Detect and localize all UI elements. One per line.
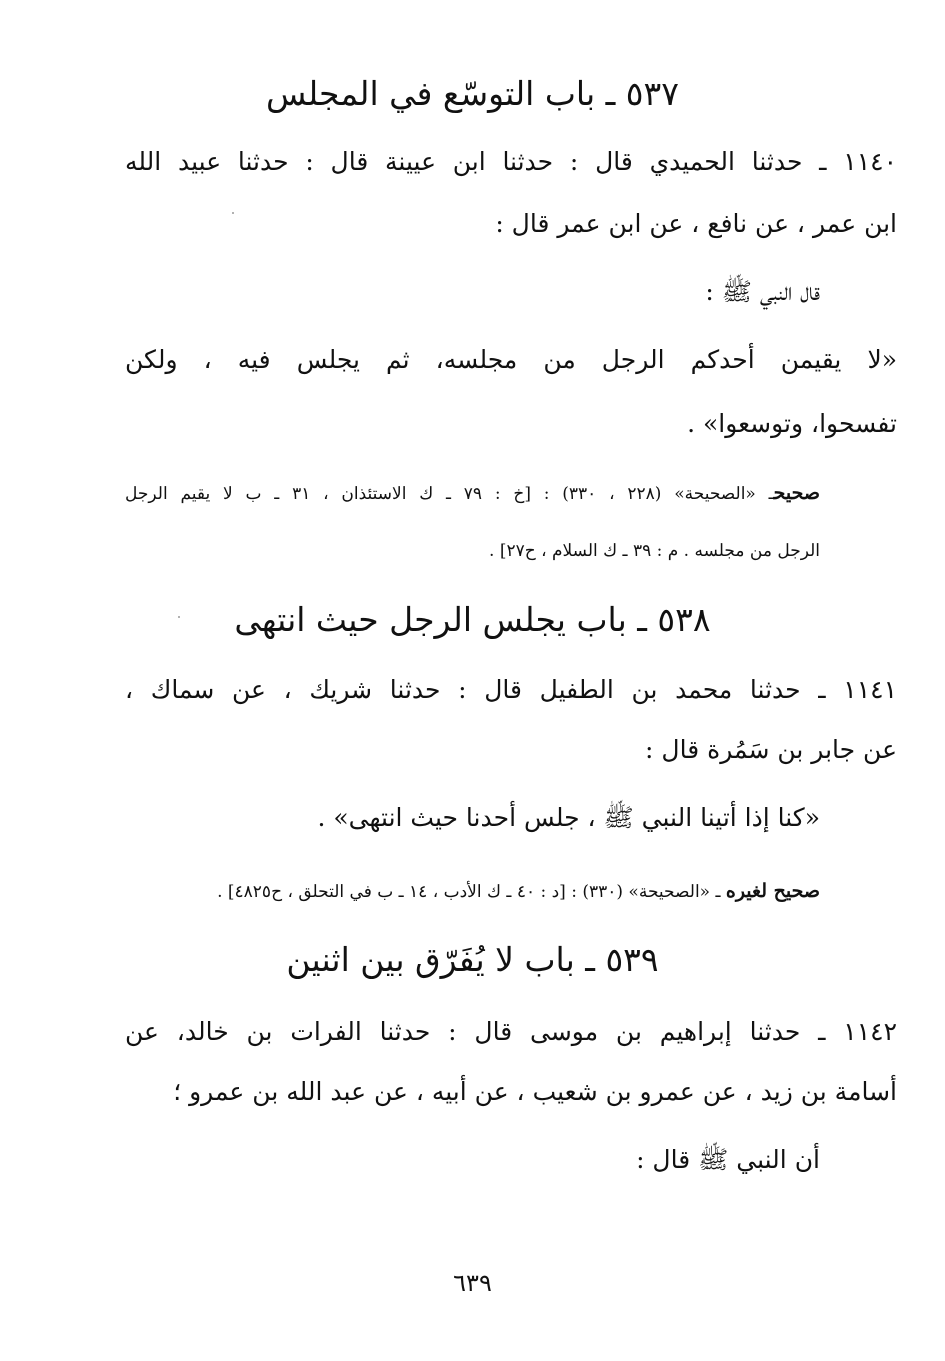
hadith-1141-takhrij-text: ـ «الصحيحة» (٣٣٠) : [د : ٤٠ ـ ك الأدب ، ١٤ ـ ب في التحلق ، ح٤٨٢٥] . (217, 882, 721, 902)
hadith-1140-takhrij-line-2: الرجل من مجلسه . م : ٣٩ ـ ك السلام ، ح٢٧] . (489, 541, 820, 561)
hadith-1140-takhrij-text: ـ «الصحيحة» (٢٢٨ ، ٣٣٠) : [خ : ٧٩ ـ ك الاستئذان ، ٣١ ـ ب لا يقيم الرجل (125, 484, 774, 504)
hadith-1141-isnad-line-1: ١١٤١ ـ حدثنا محمد بن الطفيل قال : حدثنا شريك ، عن سماك ، (125, 675, 897, 704)
hadith-1140-isnad-line-2: ابن عمر ، عن نافع ، عن ابن عمر قال : (495, 209, 897, 238)
hadith-1141-matn: «كنا إذا أتينا النبي ﷺ ، جلس أحدنا حيث انتهى» . (317, 803, 820, 832)
hadith-1142-isnad-line-1: ١١٤٢ ـ حدثنا إبراهيم بن موسى قال : حدثنا الفرات بن خالد، عن (125, 1017, 897, 1046)
chapter-heading-538: ٥٣٨ ـ باب يجلس الرجل حيث انتهى (234, 600, 711, 639)
hadith-1142-matn-intro: أن النبي ﷺ قال : (636, 1145, 820, 1174)
hadith-1141-isnad-line-2: عن جابر بن سَمُرة قال : (645, 735, 897, 764)
chapter-heading-537: ٥٣٧ ـ باب التوسّع في المجلس (266, 74, 679, 113)
hadith-1141-grade: صحيح لغيره (725, 880, 820, 902)
hadith-1140-isnad-line-1: ١١٤٠ ـ حدثنا الحميدي قال : حدثنا ابن عيينة قال : حدثنا عبيد الله (125, 147, 897, 176)
hadith-1140-matn-line-1: «لا يقيمن أحدكم الرجل من مجلسه، ثم يجلس فيه ، ولكن (125, 345, 897, 374)
hadith-1140-matn-intro: قال النبي ﷺ : (705, 277, 820, 306)
hadith-1142-isnad-line-2: أسامة بن زيد ، عن عمرو بن شعيب ، عن أبيه ، عن عبد الله بن عمرو ؛ (173, 1077, 897, 1106)
scan-speck (232, 212, 234, 214)
page-number: ٦٣٩ (453, 1269, 492, 1297)
chapter-heading-539: ٥٣٩ ـ باب لا يُفَرّق بين اثنين (286, 940, 659, 979)
hadith-1140-grade: صحيح (773, 482, 821, 504)
hadith-1140-matn-line-2: تفسحوا، وتوسعوا» . (687, 409, 897, 438)
hadith-1140-takhrij-line-1 (125, 478, 820, 509)
hadith-1141-takhrij (125, 876, 820, 907)
scan-speck (178, 616, 180, 618)
